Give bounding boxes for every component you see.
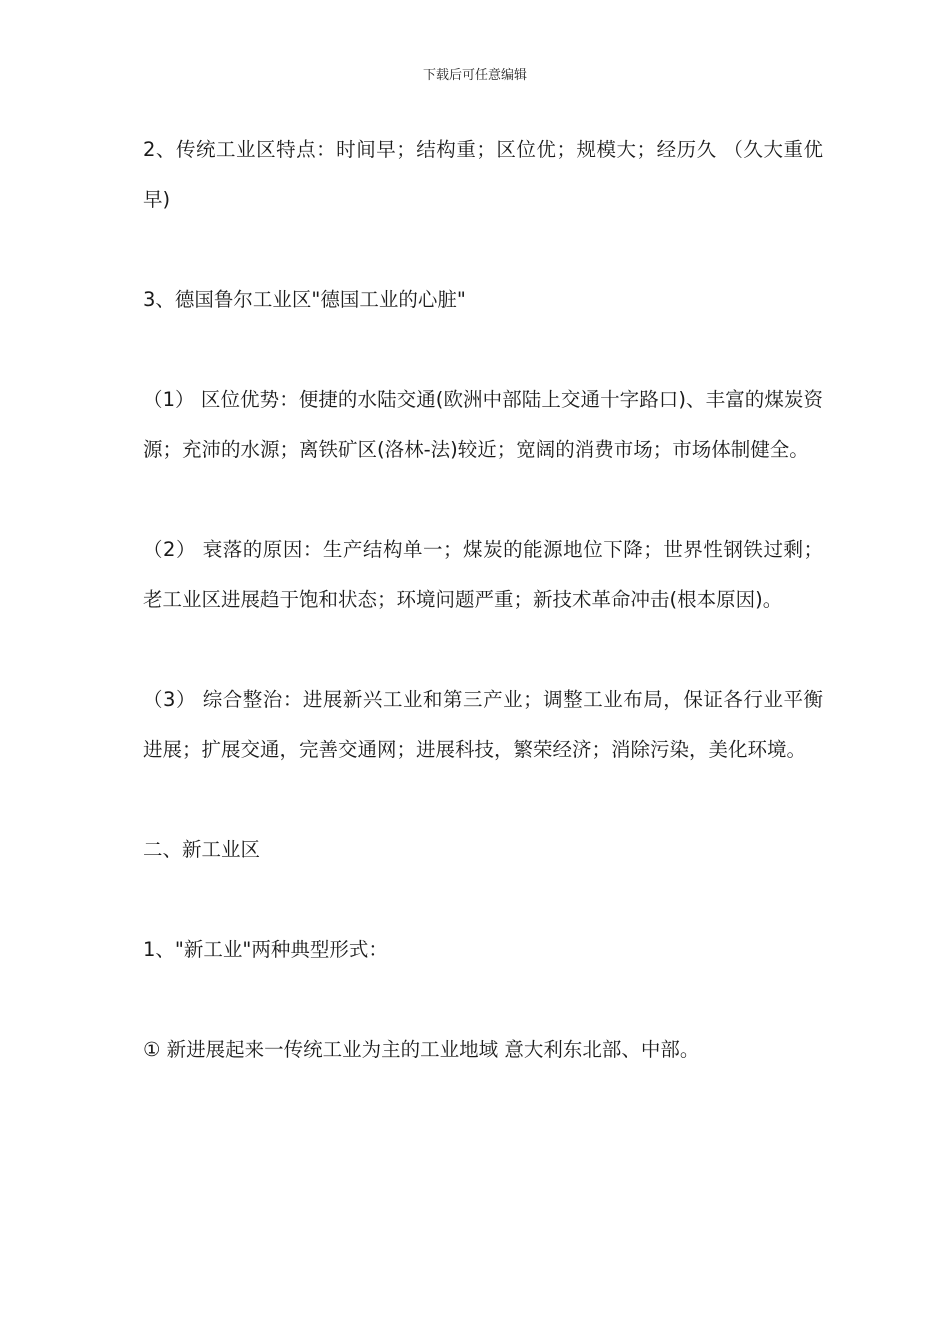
blank-line xyxy=(143,625,823,675)
paragraph-italy-example: ① 新进展起来一传统工业为主的工业地域 意大利东北部、中部。 xyxy=(143,1038,700,1061)
paragraph-new-industry-forms: 1、"新工业"两种典型形式： xyxy=(143,938,388,961)
blank-line xyxy=(143,475,823,525)
document-body xyxy=(143,125,823,1075)
blank-line xyxy=(143,225,823,275)
page-header: 下载后可任意编辑 xyxy=(422,68,527,83)
paragraph-comprehensive-treatment: （3） 综合整治：进展新兴工业和第三产业；调整工业布局，保证各行业平衡进展；扩展交通，完善交通网；进展科技，繁荣经济；消除污染，美化环境。 xyxy=(143,688,823,761)
blank-line xyxy=(143,875,823,925)
blank-line xyxy=(143,975,823,1025)
section-heading-new-industrial-zone: 二、新工业区 xyxy=(143,838,261,861)
paragraph-decline-reasons: （2） 衰落的原因：生产结构单一；煤炭的能源地位下降；世界性钢铁过剩；老工业区进展趋于饱和状态；环境问题严重；新技术革命冲击(根本原因)。 xyxy=(143,538,823,611)
paragraph-ruhr-heading: 3、德国鲁尔工业区"德国工业的心脏" xyxy=(143,288,466,311)
paragraph-location-advantages: （1） 区位优势：便捷的水陆交通(欧洲中部陆上交通十字路口)、丰富的煤炭资源；充沛的水源；离铁矿区(洛林-法)较近；宽阔的消费市场；市场体制健全。 xyxy=(143,388,823,461)
paragraph-traditional-features: 2、传统工业区特点：时间早；结构重；区位优；规模大；经历久 （久大重优早) xyxy=(143,138,823,211)
blank-line xyxy=(143,775,823,825)
blank-line xyxy=(143,325,823,375)
